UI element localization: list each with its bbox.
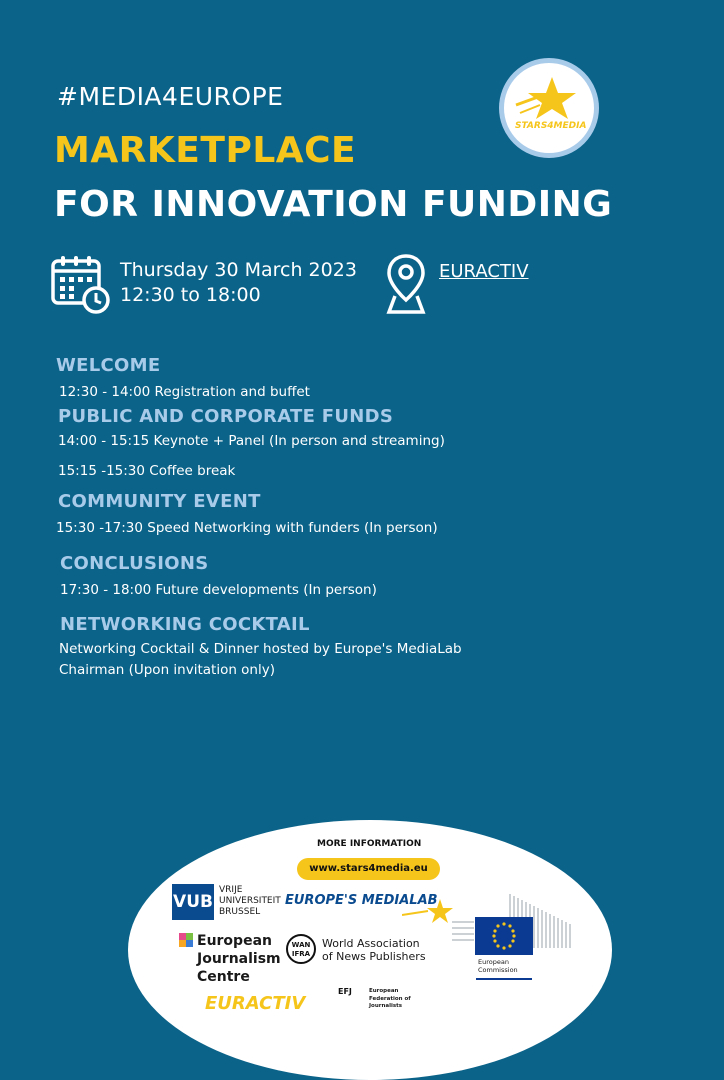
venue-link[interactable]: EURACTIV <box>439 261 529 282</box>
ec-line: European <box>478 958 509 966</box>
agenda-item: 14:00 - 15:15 Keynote + Panel (In person and streaming) <box>58 433 445 449</box>
efj-line: European <box>369 988 399 994</box>
wan-line: World Association <box>322 937 420 950</box>
ec-line: Commission <box>478 966 518 974</box>
efj-line: Federation of <box>369 995 411 1002</box>
event-time: 12:30 to 18:00 <box>120 284 261 306</box>
agenda-item: 12:30 - 14:00 Registration and buffet <box>59 384 310 400</box>
agenda-heading-welcome: WELCOME <box>56 355 161 376</box>
medialab-star-icon <box>402 897 456 925</box>
ejc-logo-icon <box>179 933 193 947</box>
agenda-heading-conclusions: CONCLUSIONS <box>60 553 209 574</box>
ejc-line: European <box>197 933 272 949</box>
ejc-line: Journalism <box>197 951 281 967</box>
wan-line: of News Publishers <box>322 950 426 963</box>
efj-logo: EFJ <box>338 987 352 996</box>
vub-line: VRIJE <box>219 885 243 895</box>
title-line-2: FOR INNOVATION FUNDING <box>54 184 613 225</box>
star-icon <box>514 75 584 123</box>
efj-line: Journalists <box>369 1003 403 1009</box>
euractiv-logo: EURACTIV <box>205 993 306 1014</box>
hashtag: #MEDIA4EUROPE <box>57 82 284 111</box>
event-date: Thursday 30 March 2023 <box>120 259 357 281</box>
stars4media-logo <box>499 58 599 158</box>
ec-underline <box>476 978 532 980</box>
efj-name <box>369 988 411 1011</box>
website-link[interactable]: www.stars4media.eu <box>297 858 440 880</box>
title-line-1: MARKETPLACE <box>54 130 357 171</box>
medialab-logo: EUROPE'S MEDIALAB <box>285 893 438 908</box>
agenda-item: Chairman (Upon invitation only) <box>59 662 275 678</box>
agenda-item: 17:30 - 18:00 Future developments (In person) <box>60 582 377 598</box>
ejc-line: Centre <box>197 969 250 985</box>
event-datetime <box>120 258 357 308</box>
agenda-heading-funds: PUBLIC AND CORPORATE FUNDS <box>58 406 394 427</box>
ejc-name <box>197 932 281 986</box>
agenda-item: 15:30 -17:30 Speed Networking with funders (In person) <box>56 520 438 536</box>
eu-flag-icon <box>475 917 533 955</box>
vub-line: BRUSSEL <box>219 907 261 917</box>
agenda-item: 15:15 -15:30 Coffee break <box>58 463 236 479</box>
agenda-heading-community: COMMUNITY EVENT <box>58 491 261 512</box>
vub-line: UNIVERSITEIT <box>219 896 281 906</box>
vub-name <box>219 885 281 918</box>
calendar-clock-icon <box>50 253 112 319</box>
wan-ifra-name <box>322 937 426 963</box>
agenda-item: Networking Cocktail & Dinner hosted by Europe's MediaLab <box>59 641 462 657</box>
logo-text: STARS4MEDIA <box>515 121 587 131</box>
wan-ifra-logo: WAN IFRA <box>286 934 316 964</box>
ec-name <box>478 958 518 974</box>
vub-logo: VUB <box>172 884 214 920</box>
agenda-heading-cocktail: NETWORKING COCKTAIL <box>60 614 310 635</box>
location-pin-icon <box>385 252 427 320</box>
more-info-label: MORE INFORMATION <box>317 839 422 849</box>
